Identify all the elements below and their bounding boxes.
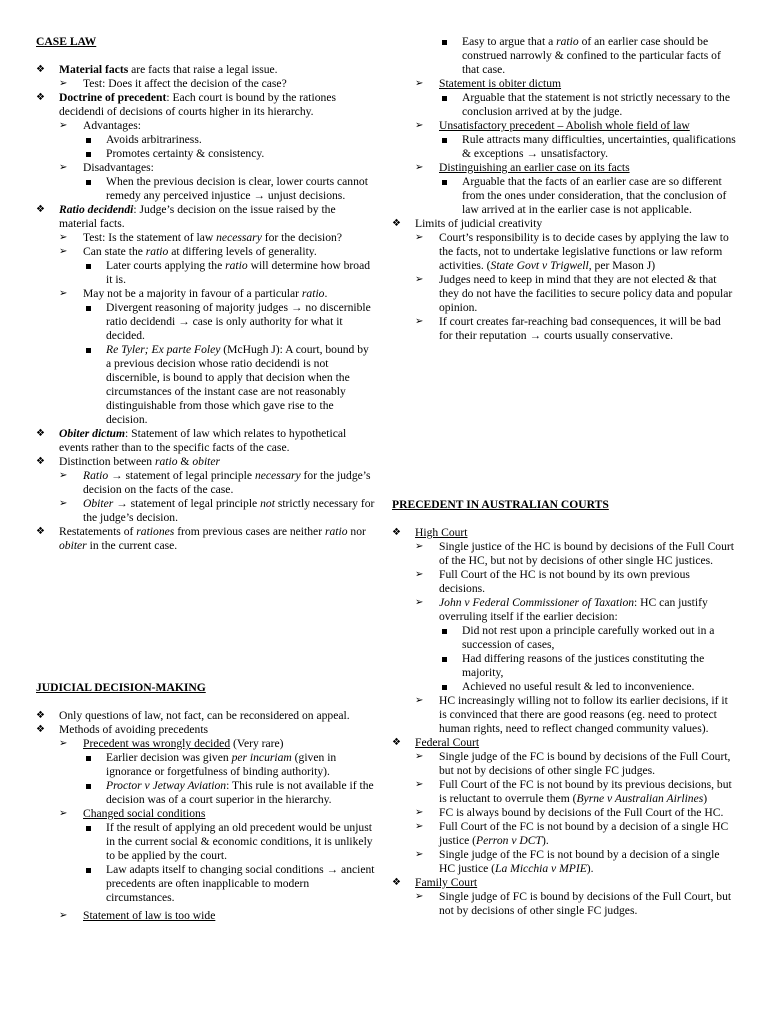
list-item: ❖ Family Court ➢ Single judge of FC is bound by decisions of the Full Court, but not by decisions of other single FC judges. [392,876,737,918]
list-item: Promotes certainty & consistency. [83,147,376,161]
diamond-bullet-icon: ❖ [36,710,45,721]
heading-case-law: CASE LAW [36,35,97,48]
list-item: Arguable that the facts of an earlier case are so different from the ones under consideration, that the conclusion of law arrived at in the earlier case is not applicable. [439,175,737,217]
list-item: ❖ Doctrine of precedent: Each court is bound by the rationes decidendi of decisions of courts higher in its hierarchy. ➢ Advantages: Avoids arbitrariness. Promotes certainty & consistency. ➢ Disadvantages: When the previous decision is clear, lower courts cannot remedy any perceived injustice → unjust decisions. [36,91,376,203]
list-item: ➢ Full Court of the HC is not bound by its own previous decisions. [415,568,690,595]
square-bullet-icon [86,138,91,143]
diamond-bullet-icon: ❖ [36,92,45,103]
diamond-bullet-icon: ❖ [36,204,45,215]
list-item: ➢ Advantages: Avoids arbitrariness. Promotes certainty & consistency. [59,119,376,161]
list-item: ❖ Federal Court ➢ Single judge of the FC is bound by decisions of the Full Court, but not by decisions of other single FC judges. ➢ Full Court of the FC is not bound by its previous decisions, but is reluctant to overrule them (Byrne v Australian Airlines) ➢ FC is always bound by decisions of the Full Court of the HC. ➢ Full Court of the FC is not bound by a decision of a single HC justice (Perron v DCT). ➢ Single judge of the FC is not bound by a decision of a single HC justice (La Micchia v MPIE). [392,736,737,876]
arrow-bullet-icon: ➢ [415,891,424,902]
list-item: ❖ Obiter dictum: Statement of law which relates to hypothetical events rather than to the specific facts of the case. [36,427,347,454]
arrow-bullet-icon: ➢ [415,316,424,327]
list-item: ➢ FC is always bound by decisions of the Full Court of the HC. [415,806,724,819]
square-bullet-icon [86,306,91,311]
list-item: ➢ If court creates far-reaching bad consequences, it will be bad for their reputation → courts usually conservative. [415,315,721,342]
square-bullet-icon [442,40,447,45]
diamond-bullet-icon: ❖ [36,64,45,75]
list-item: ❖ Restatements of rationes from previous cases are neither ratio nor obiter in the current case. [36,525,366,552]
arrow-bullet-icon: ➢ [415,597,424,608]
arrow-bullet-icon: ➢ [415,232,424,243]
arrow-bullet-icon: ➢ [415,695,424,706]
arrow-bullet-icon: ➢ [59,470,68,481]
list-item: ❖ Methods of avoiding precedents ➢ Precedent was wrongly decided (Very rare) Earlier decision was given per incuriam (given in ignorance or forgetfulness of binding authority). Proctor v Jetway Aviation: This rule is not available if the decision was of a court superior in the hierarchy. ➢ Changed social conditions If the result of applying an old precedent would be unjust in the current social & economic conditions, it is unlikely to be applied by the court. Law adapts itself to changing social conditions → ancient precedents are often inapplicable to modern circumstances. ➢ Statement of law is too wide [36,723,375,922]
arrow-bullet-icon: ➢ [59,288,68,299]
square-bullet-icon [86,868,91,873]
arrow-bullet-icon: ➢ [415,821,424,832]
diamond-bullet-icon: ❖ [392,737,401,748]
list-item: Achieved no useful result & led to inconvenience. [439,680,737,694]
square-bullet-icon [442,629,447,634]
diamond-bullet-icon: ❖ [392,877,401,888]
list-item: ❖ Material facts are facts that raise a legal issue. ➢ Test: Does it affect the decision of the case? [36,63,376,91]
arrow-bullet-icon: ➢ [59,910,68,921]
heading-judicial-decision-making: JUDICIAL DECISION-MAKING [36,681,206,694]
list-item: Proctor v Jetway Aviation: This rule is not available if the decision was of a court superior in the hierarchy. [83,779,376,807]
list-item: ➢ Disadvantages: When the previous decision is clear, lower courts cannot remedy any perceived injustice → unjust decisions. [59,161,376,203]
list-item: ➢ Ratio → statement of legal principle necessary for the judge’s decision on the facts of the case. [59,469,371,496]
list-item: If the result of applying an old precedent would be unjust in the current social & economic conditions, it is unlikely to be applied by the court. [83,821,376,863]
list-item: Earlier decision was given per incuriam (given in ignorance or forgetfulness of binding authority). [83,751,376,779]
diamond-bullet-icon: ❖ [392,527,401,538]
list-item: ➢ Obiter → statement of legal principle not strictly necessary for the judge’s decision. [59,497,375,524]
square-bullet-icon [442,138,447,143]
list-item: Law adapts itself to changing social conditions → ancient precedents are often inapplicable to modern circumstances. [83,863,376,905]
list-item: ➢ Single judge of FC is bound by decisions of the Full Court, but not by decisions of other single FC judges. [415,890,732,917]
square-bullet-icon [86,348,91,353]
diamond-bullet-icon: ❖ [36,428,45,439]
list-item: ➢ Distinguishing an earlier case on its facts Arguable that the facts of an earlier case are so different from the ones under consideration, that the conclusion of law arrived at in the earlier case is not applicable. [415,161,737,217]
list-item: ➢ Court’s responsibility is to decide cases by applying the law to the facts, not to undertake legislative functions or law reform activities. (State Govt v Trigwell, per Mason J) [415,231,729,272]
square-bullet-icon [86,180,91,185]
arrow-bullet-icon: ➢ [415,162,424,173]
list-item: ❖ Distinction between ratio & obiter ➢ Ratio → statement of legal principle necessary for the judge’s decision on the facts of the case. ➢ Obiter → statement of legal principle not strictly necessary for the judge’s decision. [36,455,375,524]
list-item [415,35,737,77]
list-item: ➢ Full Court of the FC is not bound by its previous decisions, but is reluctant to overrule them (Byrne v Australian Airlines) [415,778,732,805]
arrow-bullet-icon: ➢ [415,274,424,285]
list-item: Re Tyler; Ex parte Foley (McHugh J): A court, bound by a previous decision whose ratio decidendi is not discernible, is bound to apply that decision when the circumstances of the instant case are not reasonably distinguishable from those which gave rise to the decision. [83,343,376,427]
list-item: ➢ Statement is obiter dictum Arguable that the statement is not strictly necessary to the conclusion arrived at by the judge. [415,77,737,119]
list-item: ➢ John v Federal Commissioner of Taxation: HC can justify overruling itself if the earlier decision: Did not rest upon a principle carefully worked out in a succession of cases, Had differing reasons of the justices constituting the majority, Achieved no useful result & led to inconvenience. [415,596,737,694]
list-item: Avoids arbitrariness. [83,133,376,147]
diamond-bullet-icon: ❖ [36,456,45,467]
heading-precedent-australian-courts: PRECEDENT IN AUSTRALIAN COURTS [392,498,609,511]
list-item: ❖ Only questions of law, not fact, can be reconsidered on appeal. [36,709,350,722]
square-bullet-icon [86,152,91,157]
list-item: Rule attracts many difficulties, uncertainties, qualifications & exceptions → unsatisfactory. [439,133,737,161]
list-item: ➢ Test: Does it affect the decision of the case? [59,77,287,90]
list-item: ➢ Single justice of the HC is bound by decisions of the Full Court of the HC, but not by decisions of other single HC justices. [415,540,734,567]
arrow-bullet-icon: ➢ [415,779,424,790]
square-bullet-icon [86,756,91,761]
arrow-bullet-icon: ➢ [415,78,424,89]
list-item: ➢ Test: Is the statement of law necessary for the decision? [59,231,343,244]
list-item: ➢ Full Court of the FC is not bound by a decision of a single HC justice (Perron v DCT). [415,820,729,847]
square-bullet-icon [86,784,91,789]
square-bullet-icon [442,657,447,662]
arrow-bullet-icon: ➢ [59,162,68,173]
list-item: ➢ Can state the ratio at differing levels of generality. Later courts applying the ratio will determine how broad it is. [59,245,376,287]
list-item: ➢ Statement of law is too wide [59,909,216,922]
list-item: ❖ Limits of judicial creativity ➢ Court’s responsibility is to decide cases by applying the law to the facts, not to undertake legislative functions or law reform activities. (State Govt v Trigwell, per Mason J) ➢ Judges need to keep in mind that they are not elected & that they do not have the facilities to secure policy data and popular opinion. ➢ If court creates far-reaching bad consequences, it will be bad for their reputation → courts usually conservative. [392,217,737,343]
list-item: ➢ May not be a majority in favour of a particular ratio. Divergent reasoning of majority judges → no discernible ratio decidendi → case is only authority for what it decided. Re Tyler; Ex parte Foley (McHugh J): A court, bound by a previous decision whose ratio decidendi is not discernible, is bound to apply that decision when the circumstances of the instant case are not reasonably distinguishable from those which gave rise to the decision. [59,287,376,427]
list-item: ➢ Judges need to keep in mind that they are not elected & that they do not have the facilities to secure policy data and popular opinion. [415,273,733,314]
list-item: ➢ HC increasingly willing not to follow its earlier decisions, if it is convinced that there are good reasons (eg. need to protect human rights, need to reflect changed community values). [415,694,728,735]
list-item: ➢ Single judge of the FC is not bound by a decision of a single HC justice (La Micchia v MPIE). [415,848,720,875]
diamond-bullet-icon: ❖ [392,218,401,229]
arrow-bullet-icon: ➢ [415,751,424,762]
list-item: Arguable that the statement is not strictly necessary to the conclusion arrived at by the judge. [439,91,737,119]
arrow-bullet-icon: ➢ [59,808,68,819]
diamond-bullet-icon: ❖ [36,526,45,537]
arrow-bullet-icon: ➢ [59,232,68,243]
judicial-list [36,709,376,923]
arrow-bullet-icon: ➢ [59,498,68,509]
list-item: ➢ Single judge of the FC is bound by decisions of the Full Court, but not by decisions of other single FC judges. [415,750,731,777]
square-bullet-icon [442,180,447,185]
arrow-bullet-icon: ➢ [59,120,68,131]
case-law-list [36,63,376,553]
list-item: Had differing reasons of the justices constituting the majority, [439,652,737,680]
arrow-bullet-icon: ➢ [415,569,424,580]
arrow-bullet-icon: ➢ [415,849,424,860]
list-item: ➢ Unsatisfactory precedent – Abolish whole field of law Rule attracts many difficulties, uncertainties, qualifications & exceptions → unsatisfactory. [415,119,736,160]
list-item: Later courts applying the ratio will determine how broad it is. [83,259,376,287]
diamond-bullet-icon: ❖ [36,724,45,735]
arrow-bullet-icon: ➢ [415,120,424,131]
list-item: When the previous decision is clear, lower courts cannot remedy any perceived injustice → unjust decisions. [83,175,376,203]
arrow-bullet-icon: ➢ [59,78,68,89]
square-bullet-icon [86,264,91,269]
list-item: ❖ High Court ➢ Single justice of the HC is bound by decisions of the Full Court of the HC, but not by decisions of other single HC justices. ➢ Full Court of the HC is not bound by its own previous decisions. ➢ John v Federal Commissioner of Taxation: HC can justify overruling itself if the earlier decision: Did not rest upon a principle carefully worked out in a succession of cases, Had differing reasons of the justices constituting the majority, Achieved no useful result & led to inconvenience. ➢ HC increasingly willing not to follow its earlier decisions, if it is convinced that there are good reasons (eg. need to protect human rights, need to reflect changed community values). [392,526,737,736]
list-item [392,35,737,217]
list-item: Easy to argue that a ratio of an earlier case should be construed narrowly & confined to the particular facts of that case. [439,35,737,77]
arrow-bullet-icon: ➢ [415,541,424,552]
square-bullet-icon [442,685,447,690]
arrow-bullet-icon: ➢ [415,807,424,818]
square-bullet-icon [442,96,447,101]
list-item: ❖ Ratio decidendi: Judge’s decision on the issue raised by the material facts. ➢ Test: Is the statement of law necessary for the decision? ➢ Can state the ratio at differing levels of generality. Later courts applying the ratio will determine how broad it is. ➢ May not be a majority in favour of a particular ratio. Divergent reasoning of majority judges → no discernible ratio decidendi → case is only authority for what it decided. Re Tyler; Ex parte Foley (McHugh J): A court, bound by a previous decision whose ratio decidendi is not discernible, is bound to apply that decision when the circumstances of the instant case are not reasonably distinguishable from those which gave rise to the decision. [36,203,376,427]
precedent-list [392,526,737,918]
arrow-bullet-icon: ➢ [59,246,68,257]
list-item: Divergent reasoning of majority judges → no discernible ratio decidendi → case is only authority for what it decided. [83,301,376,343]
list-item: ➢ Changed social conditions If the result of applying an old precedent would be unjust in the current social & economic conditions, it is unlikely to be applied by the court. Law adapts itself to changing social conditions → ancient precedents are often inapplicable to modern circumstances. [59,807,375,904]
list-item: ➢ Precedent was wrongly decided (Very rare) Earlier decision was given per incuriam (given in ignorance or forgetfulness of binding authority). Proctor v Jetway Aviation: This rule is not available if the decision was of a court superior in the hierarchy. [59,737,376,807]
list-item: Did not rest upon a principle carefully worked out in a succession of cases, [439,624,737,652]
square-bullet-icon [86,826,91,831]
avoiding-precedents-continued [392,35,737,343]
arrow-bullet-icon: ➢ [59,738,68,749]
